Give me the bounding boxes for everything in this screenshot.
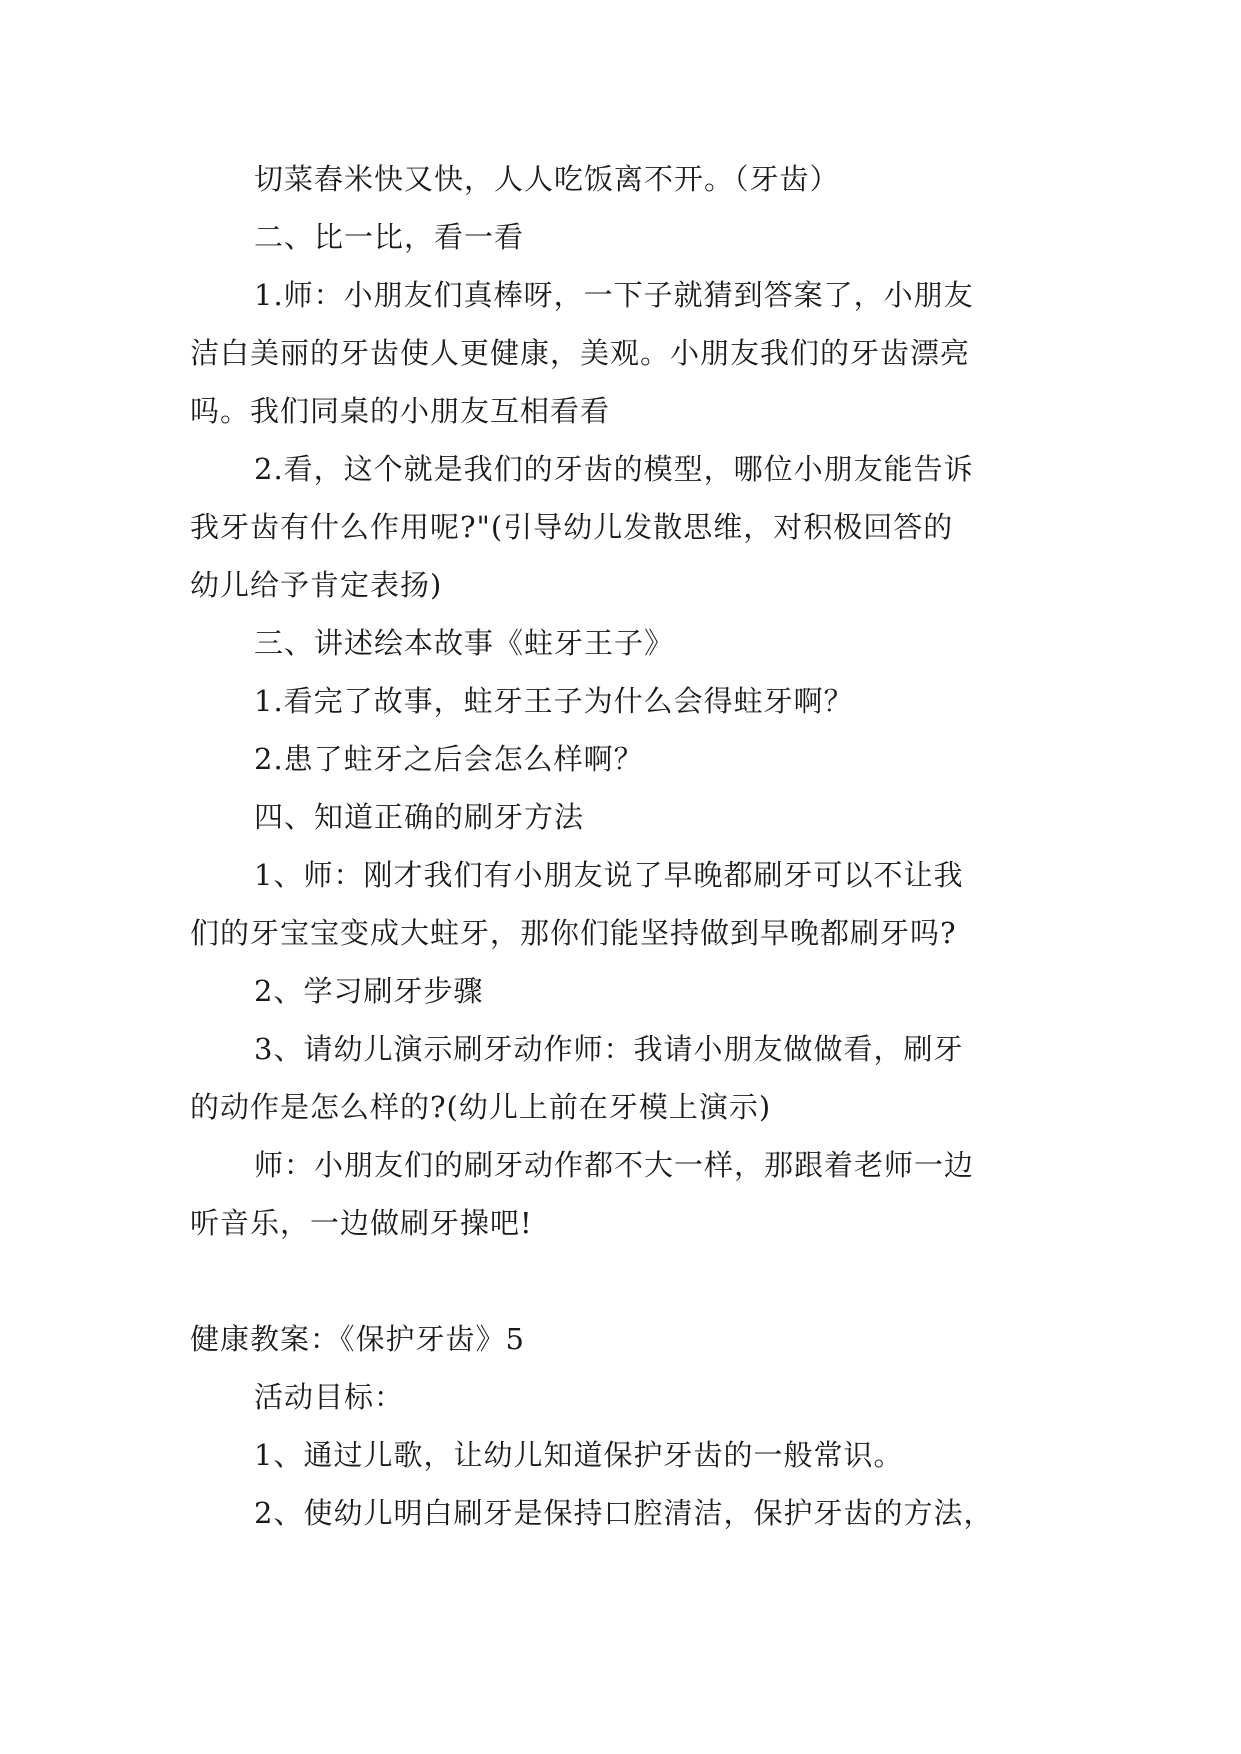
section-heading-compare: 二、比一比，看一看 xyxy=(254,220,525,254)
paragraph-line: 2.看，这个就是我们的牙齿的模型，哪位小朋友能告诉 xyxy=(254,452,974,486)
document-body xyxy=(190,150,1060,1542)
riddle-answer-line: 切菜舂米快又快，人人吃饭离不开。（牙齿） xyxy=(254,162,840,196)
section-heading-brushing: 四、知道正确的刷牙方法 xyxy=(254,800,585,834)
paragraph-line: 1、通过儿歌，让幼儿知道保护牙齿的一般常识。 xyxy=(254,1438,904,1472)
paragraph-line: 3、请幼儿演示刷牙动作师：我请小朋友做做看，刷牙 xyxy=(254,1032,964,1066)
paragraph-line: 我牙齿有什么作用呢?"(引导幼儿发散思维，对积极回答的 xyxy=(190,510,954,544)
section-heading-story: 三、讲述绘本故事《蛀牙王子》 xyxy=(254,626,675,660)
paragraph-line: 们的牙宝宝变成大蛀牙，那你们能坚持做到早晚都刷牙吗? xyxy=(190,916,957,950)
paragraph-line: 吗。我们同桌的小朋友互相看看 xyxy=(190,394,611,428)
lesson-plan-title: 健康教案：《保护牙齿》5 xyxy=(190,1322,525,1356)
paragraph-line: 的动作是怎么样的?(幼儿上前在牙模上演示) xyxy=(190,1090,772,1124)
paragraph-line: 洁白美丽的牙齿使人更健康，美观。小朋友我们的牙齿漂亮 xyxy=(190,336,971,370)
paragraph-line: 2.患了蛀牙之后会怎么样啊？ xyxy=(254,742,644,776)
paragraph-line: 2、学习刷牙步骤 xyxy=(254,974,484,1008)
paragraph-line: 2、使幼儿明白刷牙是保持口腔清洁，保护牙齿的方法， xyxy=(254,1496,994,1530)
paragraph-line: 听音乐，一边做刷牙操吧! xyxy=(190,1206,533,1240)
paragraph-line: 1、师：刚才我们有小朋友说了早晚都刷牙可以不让我 xyxy=(254,858,964,892)
paragraph-line: 1.看完了故事，蛀牙王子为什么会得蛀牙啊？ xyxy=(254,684,854,718)
paragraph-line: 师：小朋友们的刷牙动作都不大一样，那跟着老师一边 xyxy=(254,1148,975,1182)
activity-goals-heading: 活动目标： xyxy=(254,1380,405,1414)
paragraph-line: 幼儿给予肯定表扬) xyxy=(190,568,443,602)
paragraph-line: 1.师：小朋友们真棒呀，一下子就猜到答案了，小朋友 xyxy=(254,278,974,312)
blank-spacer xyxy=(190,1252,1060,1310)
